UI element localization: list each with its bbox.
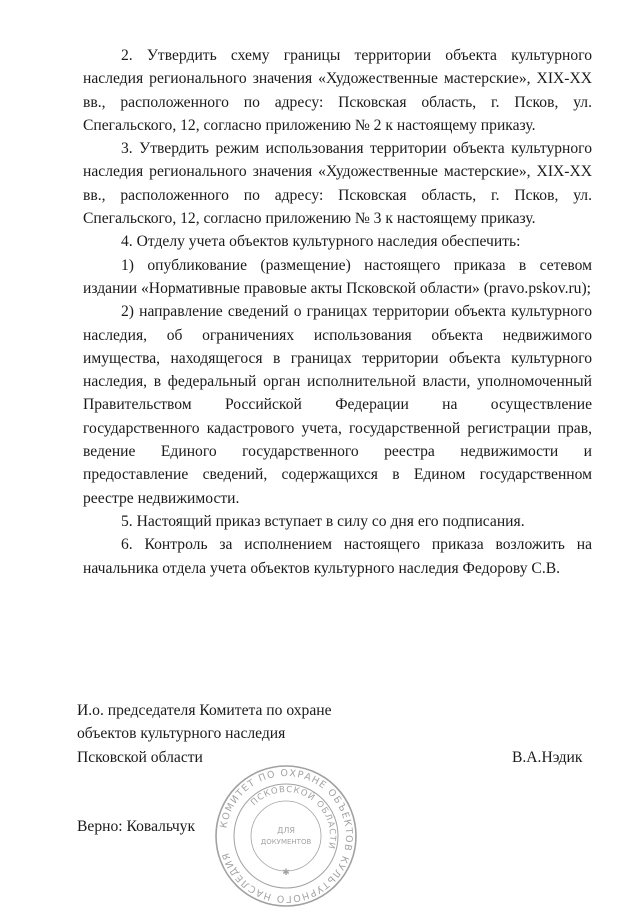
official-seal: [213, 763, 359, 909]
seal-center-line1: ДЛЯ: [277, 826, 295, 835]
signatory-name: В.А.Нэдик: [512, 749, 583, 766]
seal-center-line2: ДОКУМЕНТОВ: [260, 838, 312, 846]
paragraph-item-4: 4. Отделу учета объектов культурного наследия обеспечить:: [121, 233, 521, 251]
paragraph-item-5: 5. Настоящий приказ вступает в силу со дня его подписания.: [121, 512, 525, 530]
paragraph-subitem-1: 1) опубликование (размещение) настоящего приказа в сетевом издании «Нормативные правовые акты Псковской области» (pravo.pskov.ru);: [83, 256, 592, 297]
document-body: [83, 44, 592, 580]
signatory-title: [77, 699, 332, 769]
seal-inner-text: ПСКОВСКОЙ ОБЛАСТИ: [249, 784, 338, 851]
signatory-title-line: объектов культурного наследия: [77, 725, 286, 743]
paragraph-item-3: 3. Утвердить режим использования территории объекта культурного наследия регионального значения «Художественные мастерские», XIX-XX вв., расположенного по адресу: Псковская область, г. Псков, ул. Спегальского, 12, согласно приложению № 3 к настоящему приказу.: [83, 140, 592, 228]
seal-star-icon: ✱: [282, 868, 290, 878]
signatory-title-line: И.о. председателя Комитета по охране: [77, 702, 332, 719]
paragraph-item-2: 2. Утвердить схему границы территории объекта культурного наследия регионального значения «Художественные мастерские», XIX-XX вв., расположенного по адресу: Псковская область, г. Псков, ул. Спегальского, 12, согласно приложению № 2 к настоящему приказу.: [83, 47, 592, 134]
certification-note: Верно: Ковальчук: [77, 818, 196, 835]
paragraph-item-6: 6. Контроль за исполнением настоящего приказа возложить на начальника отдела учета объектов культурного наследия Федорову С.В.: [83, 536, 592, 577]
signatory-title-line: Псковской области: [77, 748, 203, 766]
seal-inner-ring: [251, 801, 321, 871]
seal-outer-text: КОМИТЕТ ПО ОХРАНЕ ОБЪЕКТОВ КУЛЬТУРНОГО НАСЛЕДИЯ: [218, 767, 355, 905]
paragraph-subitem-2: 2) направление сведений о границах территории объекта культурного наследия, об ограничениях использования объекта недвижимого имущества, находящегося в границах территории объекта культурного наследия, в федеральный орган исполнительной власти, уполномоченный Правительством Российской Федерации на осуществление государственного кадастрового учета, государственной регистрации прав, ведение Единого государственного реестра недвижимости и предоставление сведений, содержащихся в Едином государственном реестре недвижимости.: [83, 303, 592, 507]
